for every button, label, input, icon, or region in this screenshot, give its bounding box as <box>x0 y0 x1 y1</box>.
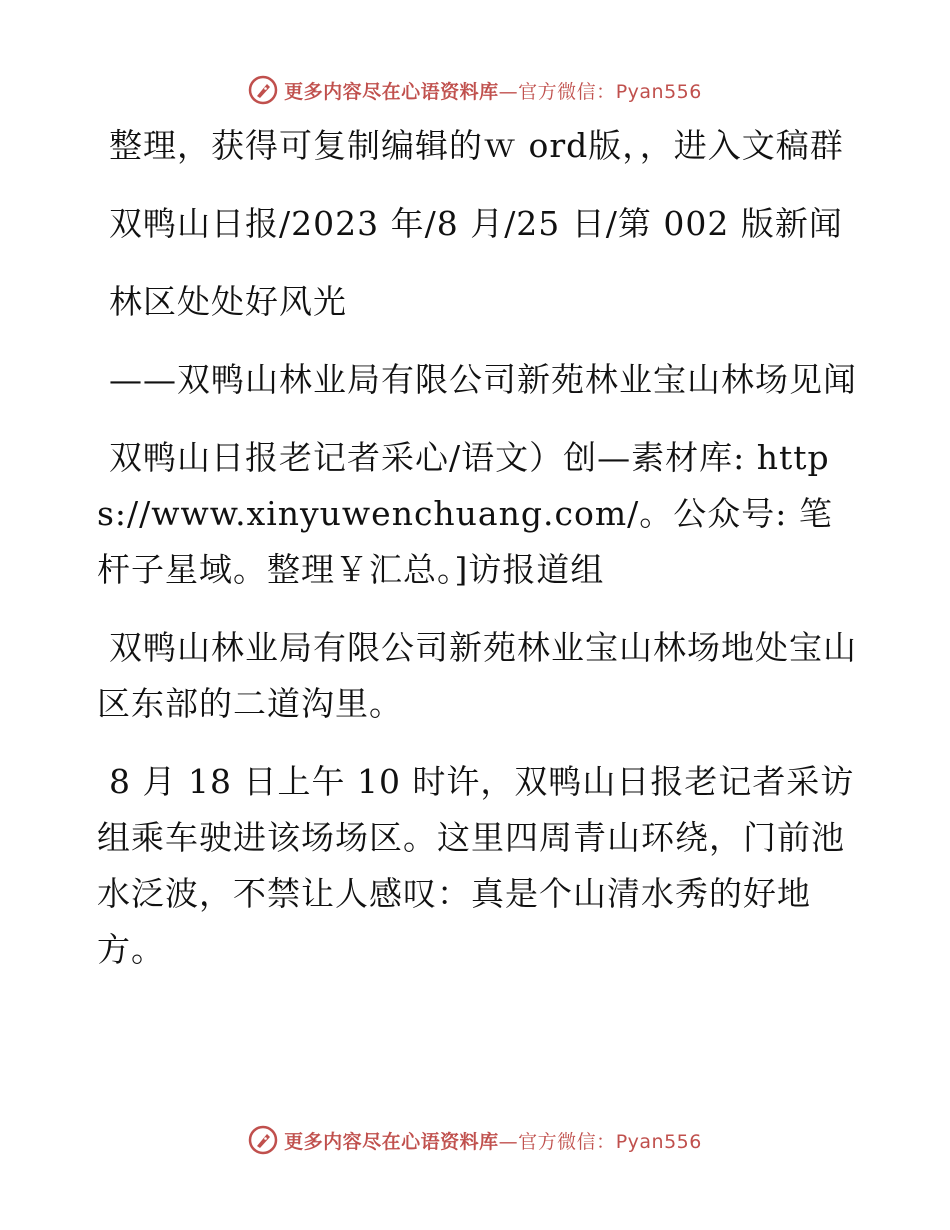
header-banner <box>0 70 950 110</box>
banner-wechat-id: Pyan556 <box>615 1130 702 1153</box>
banner-site-name: 更多内容尽在心语资料库 <box>284 80 499 103</box>
banner-dash: — <box>498 80 519 103</box>
banner-wechat-label: 官方微信： <box>518 1130 616 1153</box>
banner-site-name: 更多内容尽在心语资料库 <box>284 1130 499 1153</box>
banner-text <box>284 77 702 104</box>
footer-banner <box>0 1120 950 1160</box>
article-title: 林区处处好风光 <box>109 282 347 321</box>
paragraph-visit: 8 月 18 日上午 10 时许，双鸭山日报老记者采访组乘车驶进该场场区。这里四周青山环绕，门前池水泛波，不禁让人感叹：真是个山清水秀的好地方。 <box>97 762 855 969</box>
banner-text <box>284 1127 702 1154</box>
paragraph-location: 双鸭山林业局有限公司新苑林业宝山林场地处宝山区东部的二道沟里。 <box>97 628 857 723</box>
pen-nib-logo-icon <box>248 75 278 105</box>
paragraph-byline: 双鸭山日报老记者采心/语文）创—素材库: https://www.xinyuwenchuang.com/。公众号: 笔杆子星域。整理￥汇总。]访报道组 <box>97 438 833 589</box>
banner-dash: — <box>498 1130 519 1153</box>
pen-nib-logo-icon <box>248 1125 278 1155</box>
paragraph-intro: 整理，获得可复制编辑的ｗ ord版，，进入文稿群 <box>109 126 844 165</box>
paragraph-source-line: 双鸭山日报/2023 年/8 月/25 日/第 002 版新闻 <box>109 204 843 243</box>
banner-wechat-label: 官方微信： <box>518 80 616 103</box>
banner-wechat-id: Pyan556 <box>615 80 702 103</box>
article-subtitle: ——双鸭山林业局有限公司新苑林业宝山林场见闻 <box>109 360 857 399</box>
document-body <box>97 118 857 1000</box>
